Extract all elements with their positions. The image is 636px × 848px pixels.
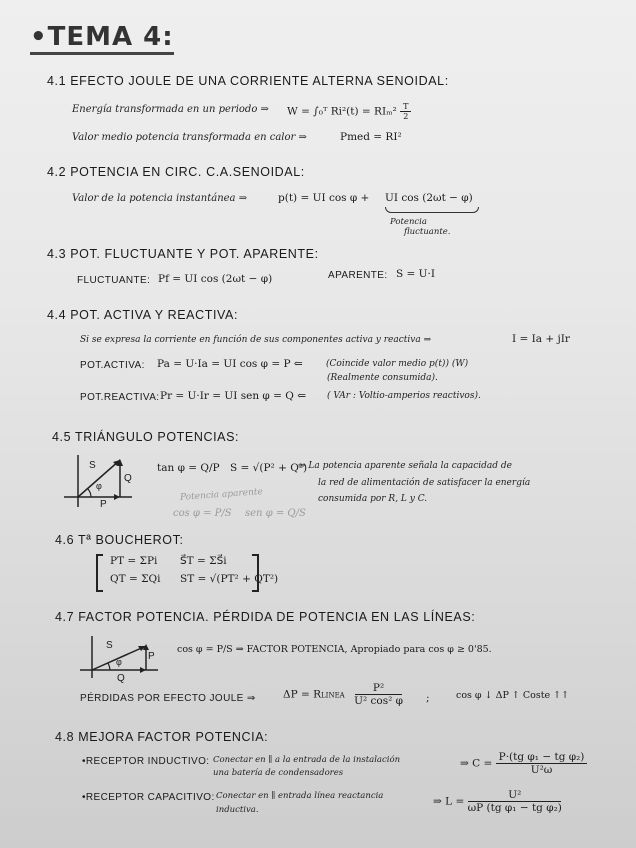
s48-ind-num: P·(tg φ₁ − tg φ₂) bbox=[496, 751, 588, 764]
s48-ind-text1: Conectar en ∥ a la entrada de la instalación bbox=[213, 755, 401, 765]
s48-ind-label: •RECEPTOR INDUCTIVO: bbox=[82, 756, 210, 767]
s41-line2-formula: Pmed = RI² bbox=[340, 131, 402, 143]
s48-ind-text2: una batería de condensadores bbox=[213, 768, 344, 778]
s45-label-q: Q bbox=[124, 473, 133, 484]
s45-faint-text: Potencia aparente bbox=[179, 487, 264, 503]
s42-underbrace bbox=[385, 207, 479, 213]
s44-activa-note1: (Coincide valor medio p(t)) (W) bbox=[326, 359, 469, 369]
s43-apar-formula: S = U·I bbox=[396, 268, 436, 280]
s48-ind-lhs: ⇒ C = bbox=[460, 757, 493, 770]
s47-label-s: S bbox=[106, 640, 114, 651]
s47-loss-lhs: ΔP = R bbox=[283, 688, 322, 701]
s46-row2-left: QT = ΣQi bbox=[110, 573, 161, 585]
s45-note1: ⇒ La potencia aparente señala la capacidad de bbox=[298, 461, 512, 471]
s48-cap-den: ωP (tg φ₁ − tg φ₂) bbox=[467, 802, 562, 814]
s44-line1: Si se expresa la corriente en función de sus componentes activa y reactiva ⇒ bbox=[80, 335, 432, 345]
s44-reactiva-formula: Pr = U·Ir = UI sen φ = Q ⇐ bbox=[160, 390, 306, 402]
s45-label-s: S bbox=[89, 460, 97, 471]
s41-energy-formula: W = ∫₀ᵀ Ri²(t) = RIₘ² bbox=[287, 105, 397, 118]
s42-line-text: Valor de la potencia instantánea ⇒ bbox=[72, 193, 248, 204]
section-4-4-heading: 4.4 POT. ACTIVA Y REACTIVA: bbox=[47, 308, 239, 322]
section-4-5-heading: 4.5 TRIÁNGULO POTENCIAS: bbox=[52, 430, 240, 444]
s47-label-p: P bbox=[148, 651, 156, 662]
s48-cap-num: U² bbox=[468, 789, 561, 802]
s46-row1-left: PT = ΣPi bbox=[110, 555, 158, 567]
s44-activa-note2: (Realmente consumida). bbox=[327, 373, 438, 383]
s42-note2: fluctuante. bbox=[404, 227, 451, 237]
s48-cap-text2: inductiva. bbox=[216, 805, 259, 815]
s47-loss-label: PÉRDIDAS POR EFECTO JOULE ⇒ bbox=[80, 693, 256, 704]
s47-loss-den: U² cos² φ bbox=[354, 695, 403, 707]
s44-activa-label: POT.ACTIVA: bbox=[80, 360, 145, 371]
s45-faint-sen: sen φ = Q/S bbox=[245, 508, 306, 519]
s46-row2-right: ST = √(PT² + QT²) bbox=[180, 573, 279, 585]
s45-faint-cos: cos φ = P/S bbox=[173, 508, 232, 519]
s47-loss-sub: LINEA bbox=[321, 691, 345, 700]
s41-line1-formula bbox=[287, 102, 411, 121]
s47-label-q: Q bbox=[117, 673, 126, 684]
section-4-6-heading: 4.6 Tª BOUCHEROT: bbox=[55, 533, 184, 547]
s45-note3: consumida por R, L y C. bbox=[318, 494, 428, 504]
s41-line1-text: Energía transformada en un periodo ⇒ bbox=[72, 104, 269, 115]
s48-cap-label: •RECEPTOR CAPACITIVO: bbox=[82, 792, 215, 803]
page-title: •TEMA 4: bbox=[30, 22, 174, 55]
s48-cap-text1: Conectar en ∥ entrada línea reactancia bbox=[216, 791, 384, 801]
section-4-7-heading: 4.7 FACTOR POTENCIA. PÉRDIDA DE POTENCIA EN LAS LÍNEAS: bbox=[55, 610, 476, 624]
section-4-2-heading: 4.2 POTENCIA EN CIRC. C.A.SENOIDAL: bbox=[47, 165, 305, 179]
s42-note1: Potencia bbox=[390, 217, 427, 227]
s43-fluct-label: FLUCTUANTE: bbox=[77, 275, 151, 286]
s41-line2-text: Valor medio potencia transformada en calor ⇒ bbox=[72, 132, 307, 143]
s45-label-phi: φ bbox=[96, 481, 103, 491]
s44-reactiva-note: ( VAr : Voltio-amperios reactivos). bbox=[327, 391, 481, 401]
section-4-3-heading: 4.3 POT. FLUCTUANTE Y POT. APARENTE: bbox=[47, 247, 319, 261]
left-bracket bbox=[96, 554, 103, 592]
s45-label-p: P bbox=[100, 499, 108, 510]
s47-formula: cos φ = P/S ⇒ FACTOR POTENCIA, Apropiado para cos φ ≥ 0'85. bbox=[177, 644, 492, 655]
s43-fluct-formula: Pf = UI cos (2ωt − φ) bbox=[158, 273, 273, 285]
section-4-8-heading: 4.8 MEJORA FACTOR POTENCIA: bbox=[55, 730, 269, 744]
s41-frac-den: 2 bbox=[403, 112, 409, 121]
s42-formula-a: p(t) = UI cos φ + bbox=[278, 192, 370, 204]
s47-label-phi: φ bbox=[116, 657, 123, 667]
right-bracket bbox=[252, 554, 259, 592]
section-4-1-heading: 4.1 EFECTO JOULE DE UNA CORRIENTE ALTERNA SENOIDAL: bbox=[47, 74, 449, 88]
s48-cap-lhs: ⇒ L = bbox=[433, 795, 465, 808]
s42-formula-b: UI cos (2ωt − φ) bbox=[385, 192, 473, 204]
s47-separator: ; bbox=[426, 692, 430, 704]
s47-loss-formula bbox=[283, 682, 403, 707]
s45-formula-tan: tan φ = Q/P bbox=[157, 462, 220, 474]
s48-cap-formula bbox=[433, 789, 562, 814]
s47-trend: cos φ ↓ ΔP ↑ Coste ↑↑ bbox=[456, 690, 570, 701]
s46-row1-right: S⃗T = ΣS⃗i bbox=[180, 555, 227, 567]
s41-frac-num: T bbox=[400, 102, 411, 112]
s45-formula-s: S = √(P² + Q²) bbox=[230, 462, 308, 474]
s48-ind-den: U²ω bbox=[530, 764, 553, 776]
s48-ind-formula bbox=[460, 751, 587, 776]
s47-loss-num: P² bbox=[355, 682, 402, 695]
s44-reactiva-label: POT.REACTIVA: bbox=[80, 392, 160, 403]
s43-apar-label: APARENTE: bbox=[328, 270, 388, 281]
s44-activa-formula: Pa = U·Ia = UI cos φ = P ⇐ bbox=[157, 358, 303, 370]
s45-note2: la red de alimentación de satisfacer la energía bbox=[318, 478, 531, 488]
s44-line1-formula: I = Ia + jIr bbox=[512, 333, 570, 345]
